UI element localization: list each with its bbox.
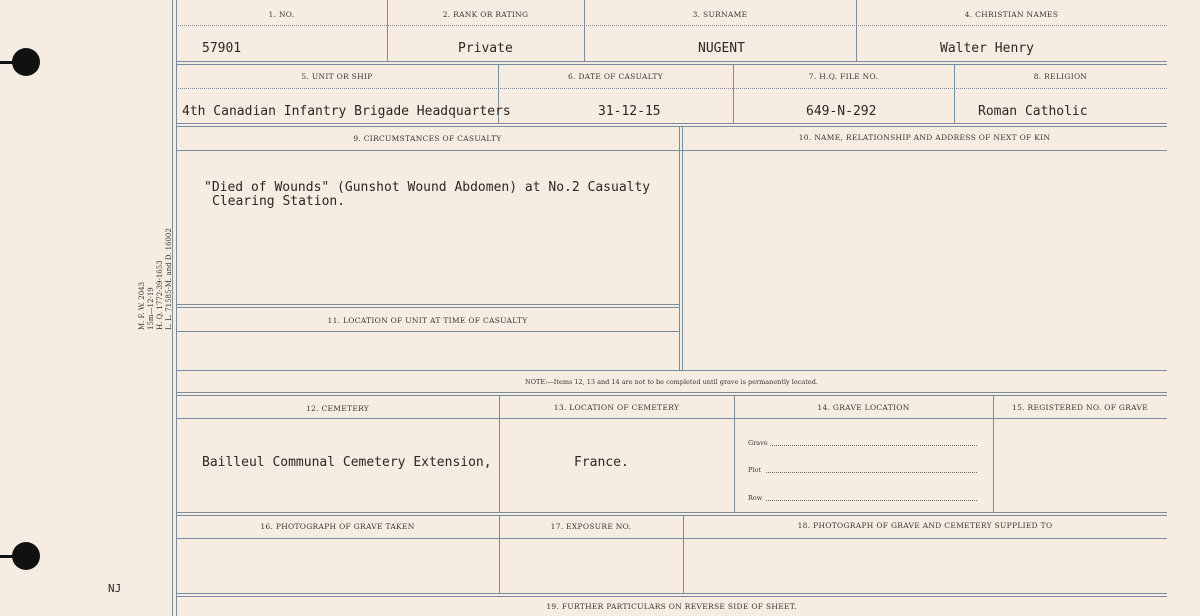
label-religion: 8. RELIGION [1033,72,1088,81]
clerk-initials: NJ [108,582,122,595]
note-grave-items: NOTE:—Items 12, 13 and 14 are not to be completed until grave is permanently located. [525,378,818,386]
grave-row-label: Row [748,494,763,502]
label-date-of-casualty: 6. DATE OF CASUALTY [568,72,663,81]
label-rank: 2. RANK OR RATING [442,10,529,19]
label-cemetery: 12. CEMETERY [305,404,370,413]
label-surname: 3. SURNAME [692,10,748,19]
side-print-line-1: M. F. W. 2043 [138,281,146,330]
label-christian-names: 4. CHRISTIAN NAMES [964,10,1059,19]
form-left-rule [172,0,173,616]
grave-grave-label: Grave [748,439,768,447]
label-exposure-no: 17. EXPOSURE NO. [550,522,632,531]
form-side-print [138,228,174,330]
value-hq-file: 649-N-292 [806,104,877,119]
label-further-particulars: 19. FURTHER PARTICULARS ON REVERSE SIDE OF SHEET. [546,602,797,611]
grave-plot-label: Plot [748,466,761,474]
value-circumstances-line-2: Clearing Station. [212,194,346,209]
label-registered-no: 15. REGISTERED NO. OF GRAVE [1012,403,1148,412]
value-location-of-cemetery: France. [574,455,629,470]
label-unit: 5. UNIT OR SHIP [301,72,373,81]
value-cemetery: Bailleul Communal Cemetery Extension, [202,455,492,470]
value-surname: NUGENT [698,41,745,56]
value-religion: Roman Catholic [978,104,1088,119]
side-print-line-2: 15m—12-19 [147,287,155,330]
label-photo-supplied: 18. PHOTOGRAPH OF GRAVE AND CEMETERY SUPPLIED TO [797,521,1053,530]
value-rank: Private [458,41,513,56]
label-photo-taken: 16. PHOTOGRAPH OF GRAVE TAKEN [260,522,415,531]
label-next-of-kin: 10. NAME, RELATIONSHIP AND ADDRESS OF NEXT OF KIN [798,133,1051,142]
side-print-line-4: L. L. 71585-M. and D. 16002 [165,228,173,330]
punch-hole-top-peg [0,61,20,64]
value-christian-names: Walter Henry [940,41,1034,56]
value-service-number: 57901 [202,41,242,56]
value-date-of-casualty: 31-12-15 [598,104,661,119]
value-circumstances-line-1: "Died of Wounds" (Gunshot Wound Abdomen) at No.2 Casualty [204,180,651,195]
value-unit: 4th Canadian Infantry Brigade Headquarters [182,104,511,119]
label-location-of-cemetery: 13. LOCATION OF CEMETERY [553,403,680,412]
label-no: 1. NO. [268,10,295,19]
label-hq-file: 7. H.Q. FILE NO. [808,72,879,81]
label-circumstances: 9. CIRCUMSTANCES OF CASUALTY [353,134,502,143]
side-print-line-3: H. Q. 1772-39-1653 [156,260,164,330]
punch-hole-bottom-peg [0,555,20,558]
label-grave-location: 14. GRAVE LOCATION [817,403,910,412]
label-location-of-unit: 11. LOCATION OF UNIT AT TIME OF CASUALTY [327,316,528,325]
